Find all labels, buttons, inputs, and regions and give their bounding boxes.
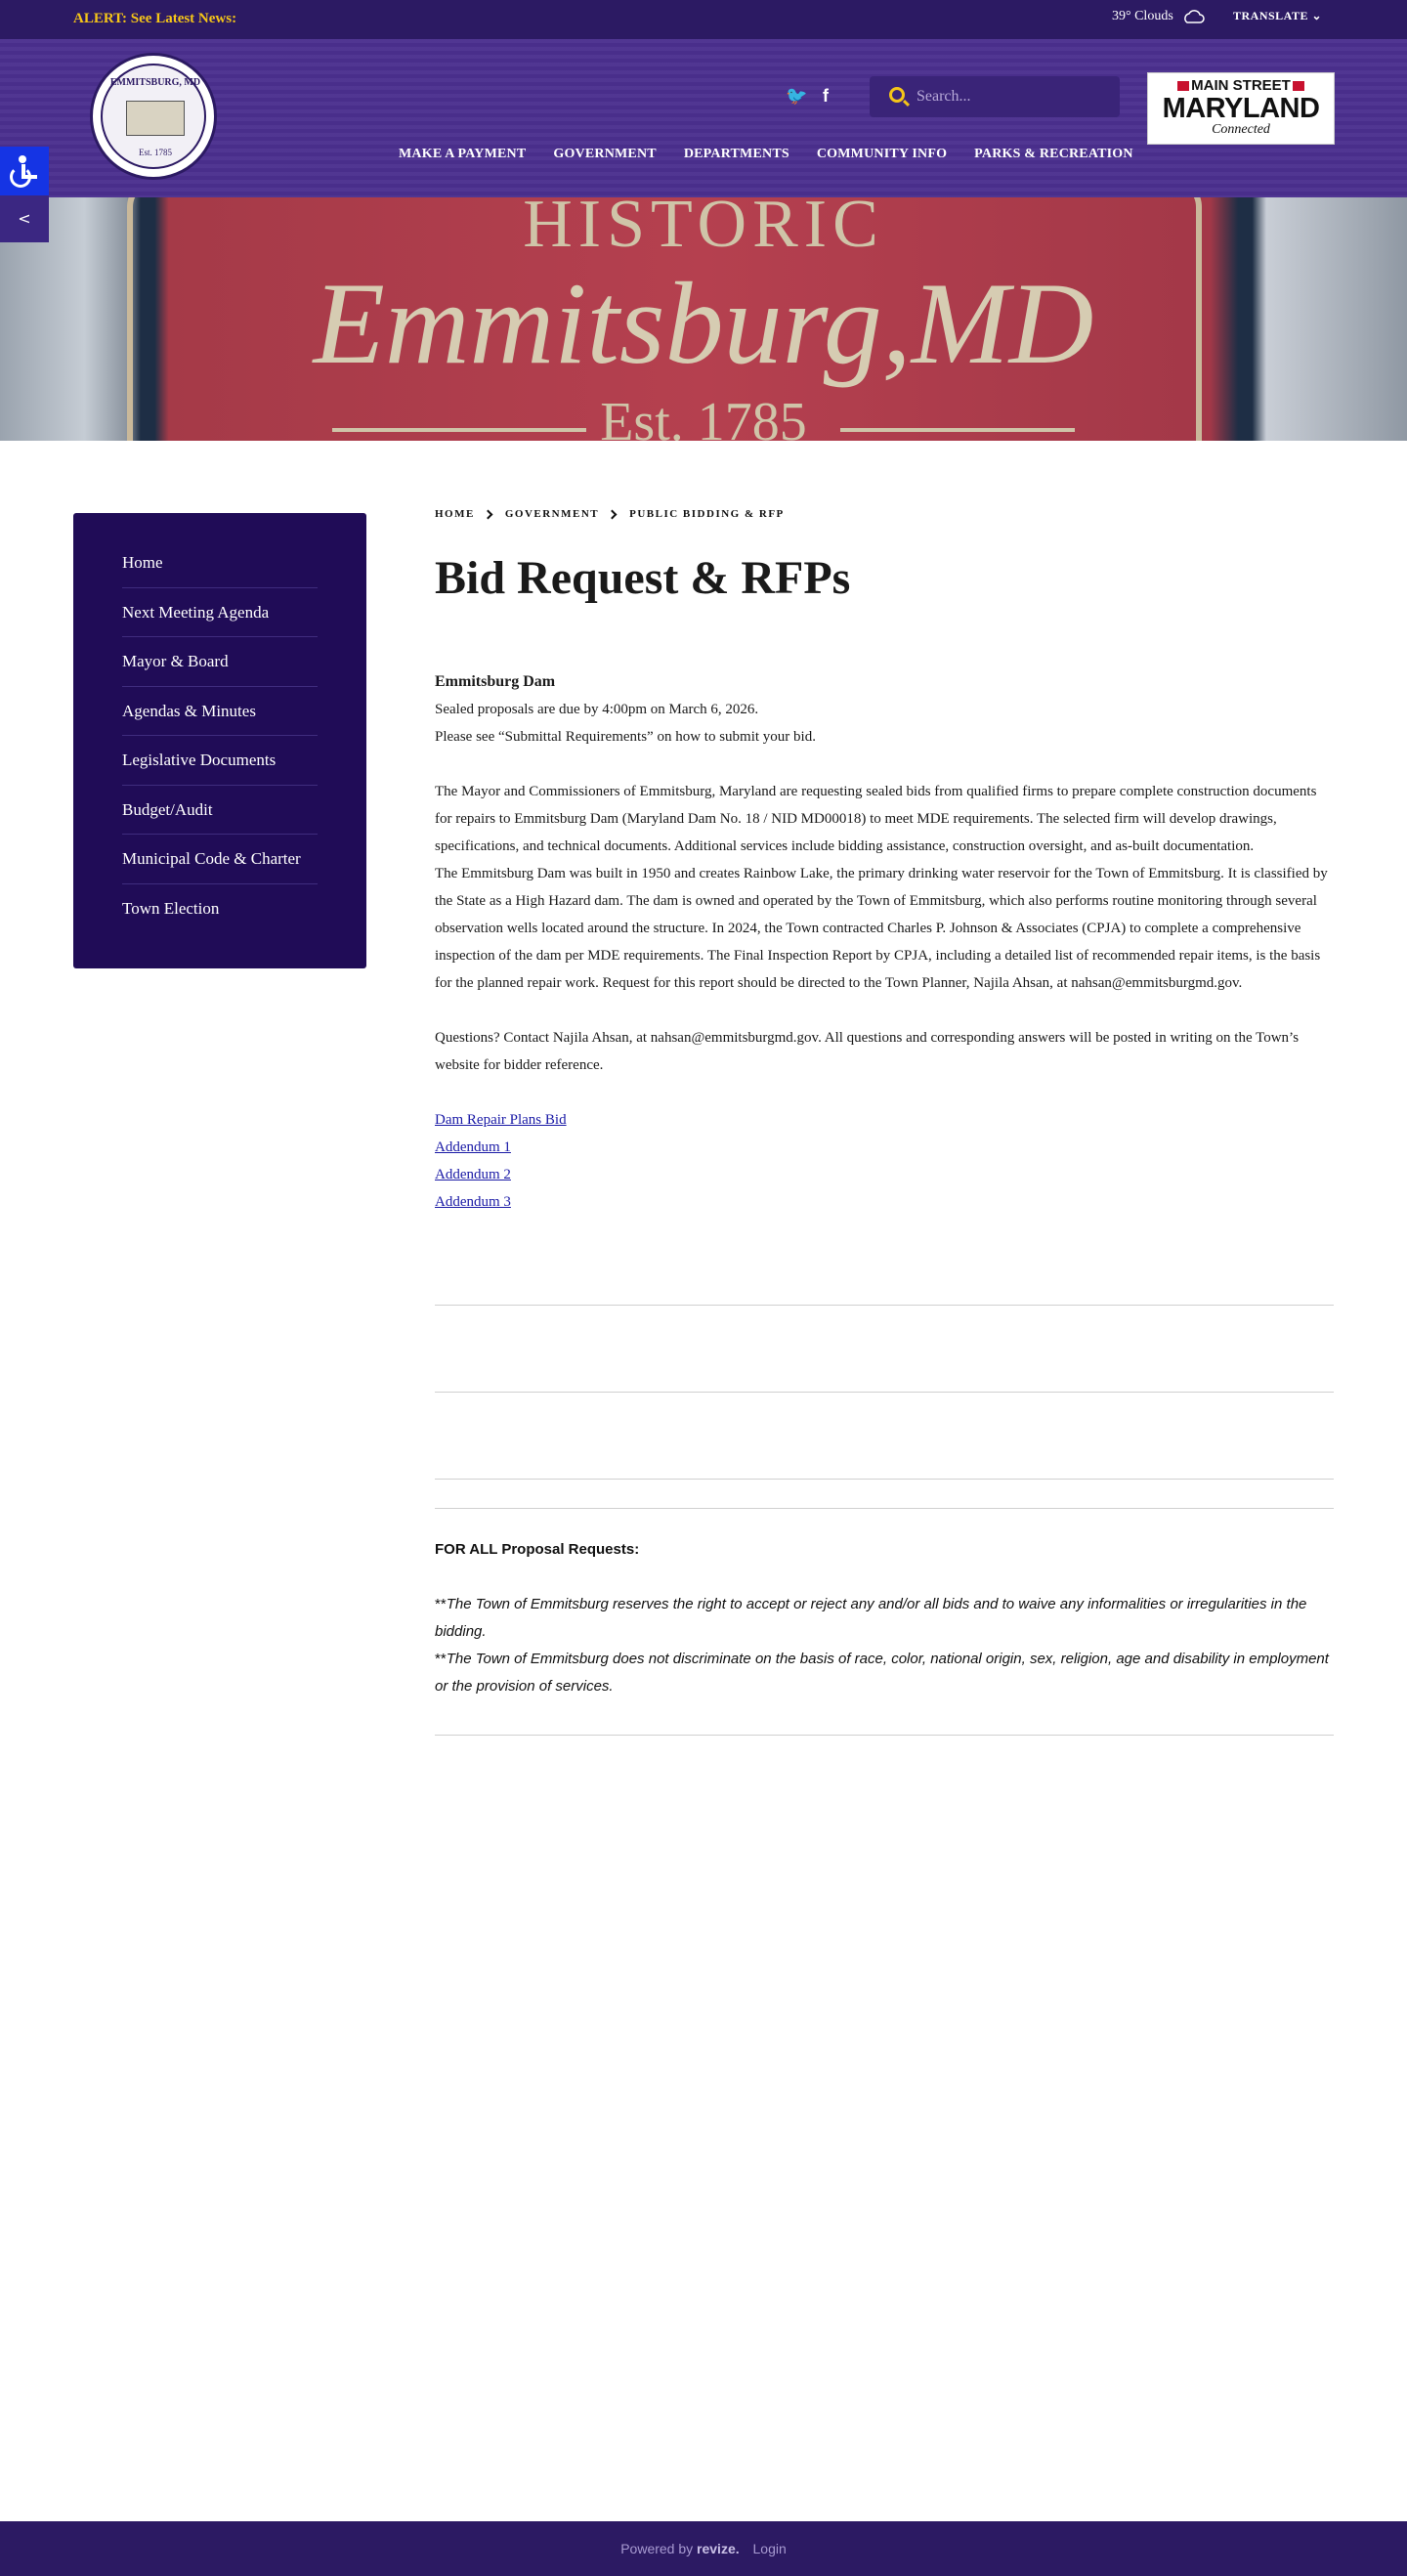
divider bbox=[435, 1305, 1334, 1306]
divider bbox=[435, 1479, 1334, 1480]
breadcrumb-current: PUBLIC BIDDING & RFP bbox=[629, 508, 785, 520]
weather-text: 39° Clouds bbox=[1112, 9, 1173, 23]
town-seal-logo[interactable] bbox=[90, 53, 217, 180]
sidebar-item-legislative-documents[interactable]: Legislative Documents bbox=[122, 736, 318, 786]
breadcrumb-government[interactable]: GOVERNMENT bbox=[504, 508, 600, 520]
main-street-maryland-logo[interactable] bbox=[1147, 72, 1335, 145]
main-street-logo-line1: MAIN STREET bbox=[1148, 77, 1334, 94]
seal-picture bbox=[126, 101, 185, 136]
nav-government[interactable]: GOVERNMENT bbox=[553, 147, 657, 161]
site-header bbox=[0, 39, 1407, 197]
sidebar-item-town-election[interactable]: Town Election bbox=[122, 898, 220, 918]
link-addendum-2[interactable]: Addendum 2 bbox=[435, 1167, 511, 1182]
banner-main-text: Emmitsburg,MD bbox=[313, 258, 1094, 388]
flag-icon bbox=[1293, 81, 1304, 91]
sidebar-item-mayor-board[interactable]: Mayor & Board bbox=[122, 637, 318, 687]
notice-line-1: **The Town of Emmitsburg reserves the right to accept or reject any and/or all bids and to waive any informalities or irregularities in the bidding. bbox=[435, 1596, 1307, 1640]
banner-historic-text: HISTORIC bbox=[523, 197, 884, 262]
questions-paragraph: Questions? Contact Najila Ahsan, at nahsan@emmitsburgmd.gov. All questions and corresponding answers will be posted in writing on the Town’s website for bidder reference. bbox=[435, 1030, 1300, 1073]
main-content bbox=[435, 668, 1334, 1216]
search-box bbox=[870, 76, 1120, 117]
accessibility-button[interactable] bbox=[0, 147, 49, 195]
search-input[interactable] bbox=[917, 84, 1108, 109]
hero-banner bbox=[0, 197, 1407, 441]
divider bbox=[435, 1735, 1334, 1736]
divider bbox=[435, 1392, 1334, 1393]
description-paragraph: The Mayor and Commissioners of Emmitsburg, Maryland are requesting sealed bids from qualified firms to prepare complete construction documents for repairs to Emmitsburg Dam (Maryland Dam No. 18 / NID MD00018) to meet MDE requirements. The selected firm will develop drawings, specifications, and technical documents. Additional services include bidding assistance, construction oversight, and as-built documentation. bbox=[435, 784, 1317, 854]
nav-make-a-payment[interactable]: MAKE A PAYMENT bbox=[399, 147, 527, 161]
breadcrumb-home[interactable]: HOME bbox=[435, 508, 475, 520]
powered-by-text: Powered by bbox=[620, 2541, 694, 2556]
share-button[interactable] bbox=[0, 195, 49, 242]
link-dam-repair-plans-bid[interactable]: Dam Repair Plans Bid bbox=[435, 1112, 567, 1128]
alert-link[interactable]: ALERT: See Latest News: bbox=[73, 11, 237, 26]
due-date-text: Sealed proposals are due by 4:00pm on March 6, 2026. bbox=[435, 702, 759, 717]
link-addendum-1[interactable]: Addendum 1 bbox=[435, 1139, 511, 1155]
history-paragraph: The Emmitsburg Dam was built in 1950 and creates Rainbow Lake, the primary drinking water reservoir for the Town of Emmitsburg. It is classified by the State as a High Hazard dam. The dam is owned and operated by the Town of Emmitsburg, which also performs routine monitoring through several observation wells located around the structure. In 2024, the Town contracted Charles P. Johnson & Associates (CPJA) to complete a comprehensive inspection of the dam per MDE requirements. The Final Inspection Report by CPJA, including a detailed list of recommended repair items, is the basis for the planned repair work. Request for this report should be directed to the Town Planner, Najila Ahsan, at nahsan@emmitsburgmd.gov. bbox=[435, 866, 1328, 991]
seal-bottom-text: Est. 1785 bbox=[138, 148, 172, 157]
weather-widget bbox=[1112, 9, 1205, 24]
nav-departments[interactable]: DEPARTMENTS bbox=[683, 147, 789, 161]
facebook-icon[interactable]: f bbox=[823, 86, 829, 106]
share-icon: < bbox=[18, 209, 31, 228]
notice-line-2: **The Town of Emmitsburg does not discriminate on the basis of race, color, national origin, sex, religion, age and disability in employment or the provision of services. bbox=[435, 1651, 1329, 1695]
revize-link[interactable]: revize. bbox=[697, 2541, 740, 2556]
main-nav bbox=[399, 147, 1133, 162]
link-addendum-3[interactable]: Addendum 3 bbox=[435, 1194, 511, 1210]
seal-top-text: EMMITSBURG, MD bbox=[109, 77, 201, 88]
proposal-notice bbox=[435, 1536, 1334, 1700]
page-title: Bid Request & RFPs bbox=[435, 552, 851, 604]
chevron-right-icon bbox=[483, 509, 492, 519]
main-street-logo-line3: Connected bbox=[1212, 122, 1270, 137]
banner-est-text: Est. 1785 bbox=[600, 392, 807, 441]
sidebar-item-budget-audit[interactable]: Budget/Audit bbox=[122, 786, 318, 836]
sidebar-item-next-meeting-agenda[interactable]: Next Meeting Agenda bbox=[122, 588, 318, 638]
main-street-logo-line2: MARYLAND bbox=[1162, 93, 1320, 124]
site-footer bbox=[0, 2521, 1407, 2576]
seal-inner bbox=[101, 64, 206, 169]
notice-title: FOR ALL Proposal Requests: bbox=[435, 1541, 640, 1558]
search-icon[interactable] bbox=[889, 87, 905, 103]
sidebar bbox=[73, 513, 366, 968]
twitter-icon[interactable]: 🐦 bbox=[786, 86, 808, 107]
sidebar-menu bbox=[122, 538, 318, 933]
cloud-icon bbox=[1181, 9, 1205, 24]
sidebar-item-agendas-minutes[interactable]: Agendas & Minutes bbox=[122, 687, 318, 737]
alert-bar bbox=[0, 0, 1407, 39]
divider bbox=[435, 1508, 1334, 1509]
nav-parks-recreation[interactable]: PARKS & RECREATION bbox=[974, 147, 1133, 161]
translate-dropdown[interactable]: TRANSLATE ⌄ bbox=[1233, 9, 1323, 22]
chevron-right-icon bbox=[608, 509, 618, 519]
submittal-text: Please see “Submittal Requirements” on how to submit your bid. bbox=[435, 729, 816, 745]
breadcrumb bbox=[435, 508, 785, 520]
section-heading: Emmitsburg Dam bbox=[435, 673, 556, 690]
sidebar-item-home[interactable]: Home bbox=[122, 538, 318, 588]
login-link[interactable]: Login bbox=[752, 2541, 787, 2556]
sidebar-item-municipal-code[interactable]: Municipal Code & Charter bbox=[122, 835, 318, 884]
flag-icon bbox=[1177, 81, 1189, 91]
nav-community-info[interactable]: COMMUNITY INFO bbox=[816, 147, 948, 161]
